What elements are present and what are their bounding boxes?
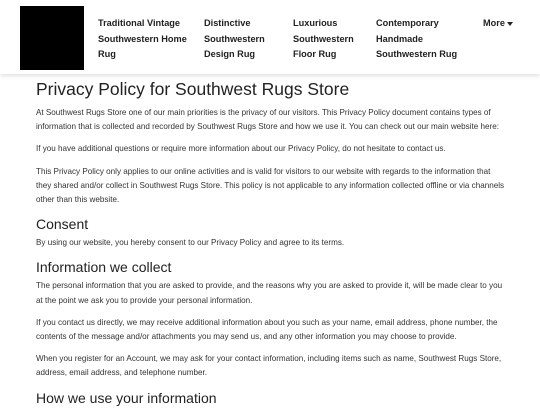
intro-paragraph-1: At Southwest Rugs Store one of our main priorities is the privacy of our visitors. This Privacy Policy document contains types of information that is collected and recorded by Southwest Rugs Store and how we use it. You can check out our main website here:: [36, 108, 499, 132]
nav-item-line: Southwestern Rug: [376, 49, 458, 59]
how-we-use-heading: How we use your information: [36, 389, 217, 406]
nav-item-line: Southwestern Home: [98, 33, 187, 44]
intro-paragraph-3: This Privacy Policy only applies to our online activities and is valid for visitors to our website with regards to the information that they shared and/or collect in Southwest Rugs Store. This policy is not applicable to any information collected offline or via channels other than this website.: [36, 166, 505, 205]
nav-item-line: Traditional Vintage: [98, 18, 181, 28]
collect-paragraph-3: When you register for an Account, we may ask for your contact information, including items such as name, Southwest Rugs Store, address, email address, and telephone number.: [36, 354, 502, 378]
nav-item-line: Design Rug: [204, 49, 256, 59]
more-menu-button[interactable]: [483, 16, 513, 32]
site-logo[interactable]: [20, 6, 84, 70]
more-menu-label: More: [483, 18, 505, 28]
site-header: [0, 0, 540, 74]
nav-item-line: Southwestern: [293, 33, 354, 44]
nav-item-line: Luxurious: [293, 18, 338, 28]
main-content: [36, 74, 506, 410]
nav-item-line: Rug: [98, 49, 116, 59]
nav-item-line: Distinctive: [204, 18, 251, 28]
nav-item-traditional-vintage-southwestern-home-rug[interactable]: [98, 16, 187, 63]
nav-item-line: Handmade: [376, 33, 423, 44]
nav-item-luxurious-southwestern-floor-rug[interactable]: [293, 16, 354, 63]
consent-heading: Consent: [36, 216, 89, 233]
caret-down-icon: [507, 22, 513, 26]
page-title: Privacy Policy for Southwest Rugs Store: [36, 79, 350, 99]
collect-paragraph-1: The personal information that you are asked to provide, and the reasons why you are asked to provide it, will be made clear to you at the point we ask you to provide your personal information.: [36, 281, 503, 305]
nav-item-line: Contemporary: [376, 18, 439, 28]
nav-item-line: Southwestern: [204, 33, 265, 44]
collect-paragraph-2: If you contact us directly, we may receive additional information about you such as your name, email address, phone number, the contents of the message and/or attachments you may send us, and any other information you may choose to provide.: [36, 317, 498, 342]
information-collect-heading: Information we collect: [36, 259, 172, 276]
intro-paragraph-2: If you have additional questions or require more information about our Privacy Policy, do not hesitate to contact us.: [36, 144, 446, 154]
nav-item-contemporary-handmade-southwestern-rug[interactable]: [376, 16, 457, 63]
nav-item-distinctive-southwestern-design-rug[interactable]: [204, 16, 265, 63]
nav-item-line: Floor Rug: [293, 49, 337, 59]
consent-paragraph: By using our website, you hereby consent to our Privacy Policy and agree to its terms.: [36, 238, 345, 248]
